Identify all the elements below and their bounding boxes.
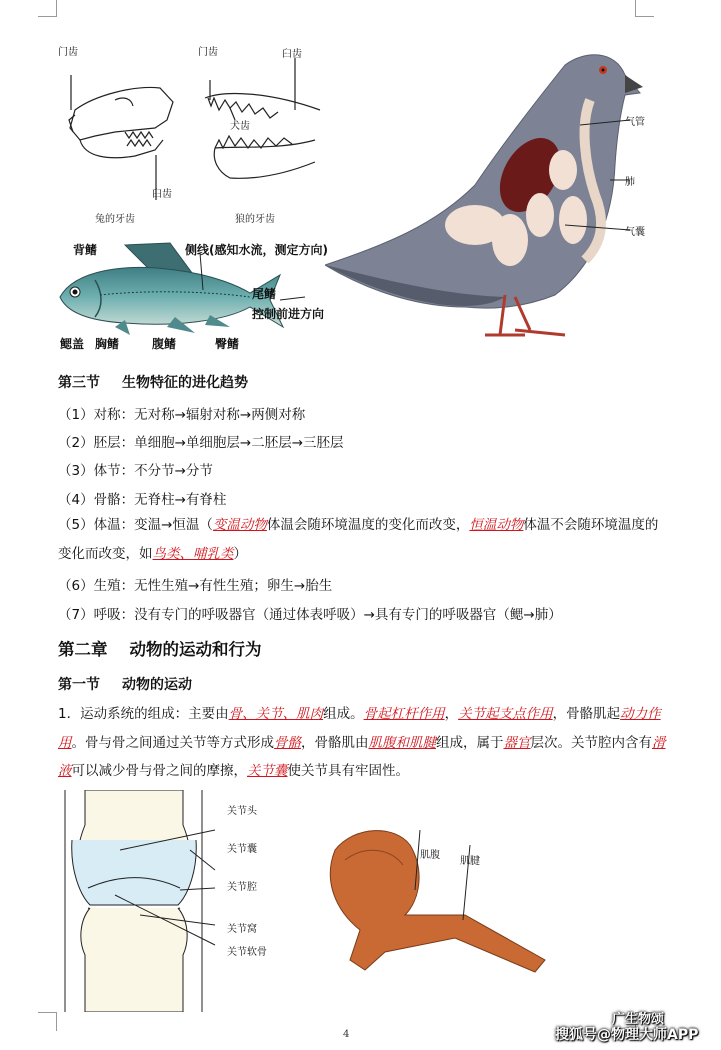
answer-poikilotherm: 变温动物 (212, 517, 267, 533)
motor-system-paragraph (58, 700, 668, 786)
answer-synovial-fluid: 滑液 (58, 734, 666, 779)
list-item-body-temperature (58, 511, 668, 568)
wolf-front-teeth-label: 门齿 (198, 47, 218, 58)
text-segment: 。骨与骨之间通过关节等方式形成 (71, 734, 274, 751)
rabbit-skull-drawing (55, 40, 185, 200)
text-segment: ，骨骼肌起 (552, 706, 621, 722)
fish-pectoral-fin-label: 胸鳍 (95, 337, 120, 351)
text-segment: 1．运动系统的组成：主要由 (58, 706, 229, 722)
text-segment: 可以减少骨与骨之间的摩擦， (71, 763, 247, 779)
fish-figure (55, 235, 355, 355)
text-segment: 组成。 (323, 706, 364, 722)
joint-capsule-label: 关节囊 (227, 844, 257, 855)
text-segment: ，骨骼肌由 (301, 734, 369, 751)
joint-head-label: 关节头 (227, 806, 257, 817)
list-item-symmetry: （1）对称：无对称→辐射对称→两侧对称 (58, 407, 306, 423)
wolf-canine-label: 犬齿 (230, 121, 250, 132)
rabbit-teeth-figure (55, 40, 185, 225)
watermark-source: 搜狐号@物理大师APP (555, 1027, 699, 1043)
text-segment: （5）体温：变温→恒温（ (58, 517, 213, 533)
crop-mark-top-right (635, 0, 654, 17)
joint-drawing (60, 790, 295, 1012)
section3-heading (58, 372, 248, 392)
chapter2-heading (58, 636, 262, 660)
answer-birds-mammals: 鸟类、哺乳类 (152, 545, 234, 562)
wolf-caption: 狼的牙齿 (235, 214, 275, 225)
answer-homeotherm: 恒温动物 (469, 517, 524, 533)
watermark-channel: 广生物颂 (612, 1012, 665, 1027)
chapter2-title: 动物的运动和行为 (129, 640, 262, 659)
answer-joint-capsule: 关节囊 (247, 763, 288, 779)
text-segment: 组成，属于 (436, 734, 504, 751)
crop-mark-top-left (38, 0, 57, 17)
fish-dorsal-fin-label: 背鳍 (73, 243, 98, 257)
rabbit-front-teeth-label: 门齿 (58, 47, 78, 58)
joint-figure (60, 790, 295, 1012)
joint-socket-label: 关节窝 (227, 924, 257, 935)
wolf-jaw-drawing (190, 40, 335, 200)
section1-heading (58, 674, 192, 694)
rabbit-molars-label: 臼齿 (152, 189, 172, 200)
text-segment: 层次。关节腔内含有 (530, 734, 652, 751)
crop-mark-bottom-left (38, 1012, 57, 1031)
pigeon-lung-label: 肺 (625, 177, 635, 188)
fish-tail-fin-label: 尾鳍 (252, 287, 277, 301)
pigeon-anatomy-drawing (325, 45, 670, 350)
list-item-reproduction: （6）生殖：无性生殖→有性生殖；卵生→胎生 (58, 578, 333, 594)
list-item-germ-layers: （2）胚层：单细胞→单细胞层→二胚层→三胚层 (58, 435, 344, 451)
muscle-tendon-label: 肌腱 (460, 856, 480, 867)
fish-lateral-line-label: 侧线(感知水流，测定方向) (185, 243, 328, 257)
muscle-drawing (305, 820, 550, 980)
list-item-skeleton: （4）骨骼：无脊柱→有脊柱 (58, 492, 227, 508)
list-item-segmentation: （3）体节：不分节→分节 (58, 463, 213, 479)
wolf-teeth-figure (190, 40, 335, 225)
section3-number: 第三节 (58, 375, 100, 391)
rabbit-caption: 兔的牙齿 (95, 214, 135, 225)
answer-belly-tendon: 肌腹和肌腱 (368, 734, 436, 751)
muscle-figure (305, 820, 550, 980)
text-segment: ， (444, 706, 459, 722)
fish-tail-desc-label: 控制前进方向 (252, 307, 325, 321)
section1-title: 动物的运动 (122, 677, 192, 693)
chapter2-number: 第二章 (58, 640, 108, 659)
page-number: 4 (343, 1029, 350, 1040)
text-segment: 体温会随环境温度的变化而改变， (266, 517, 470, 533)
joint-cavity-label: 关节腔 (227, 882, 257, 893)
pigeon-figure (325, 45, 670, 350)
pigeon-air-sac-label: 气囊 (625, 227, 645, 238)
fish-pelvic-fin-label: 腹鳍 (152, 337, 177, 351)
answer-organ: 器官 (503, 734, 531, 751)
text-segment: ） (233, 545, 247, 562)
answer-power: 动力作用 (58, 706, 661, 751)
section1-number: 第一节 (58, 677, 100, 693)
text-segment: 体温不会随环境温度的变化而改变，如 (58, 517, 659, 562)
answer-joint-fulcrum: 关节起支点作用 (458, 706, 553, 722)
fish-anal-fin-label: 臀鳍 (215, 337, 240, 351)
pigeon-trachea-label: 气管 (625, 117, 645, 128)
section3-title: 生物特征的进化趋势 (122, 375, 248, 391)
answer-bone-lever: 骨起杠杆作用 (363, 706, 445, 722)
answer-skeleton: 骨骼 (274, 734, 301, 751)
text-segment: 使关节具有牢固性。 (287, 763, 409, 779)
answer-bone-joint-muscle: 骨、关节、肌肉 (228, 706, 324, 722)
joint-cartilage-label: 关节软骨 (227, 947, 267, 958)
wolf-molars-label: 臼齿 (282, 49, 302, 60)
muscle-belly-label: 肌腹 (420, 850, 440, 861)
list-item-respiration: （7）呼吸：没有专门的呼吸器官（通过体表呼吸）→具有专门的呼吸器官（鳃→肺） (58, 607, 562, 623)
fish-gill-cover-label: 鳃盖 (60, 337, 85, 351)
